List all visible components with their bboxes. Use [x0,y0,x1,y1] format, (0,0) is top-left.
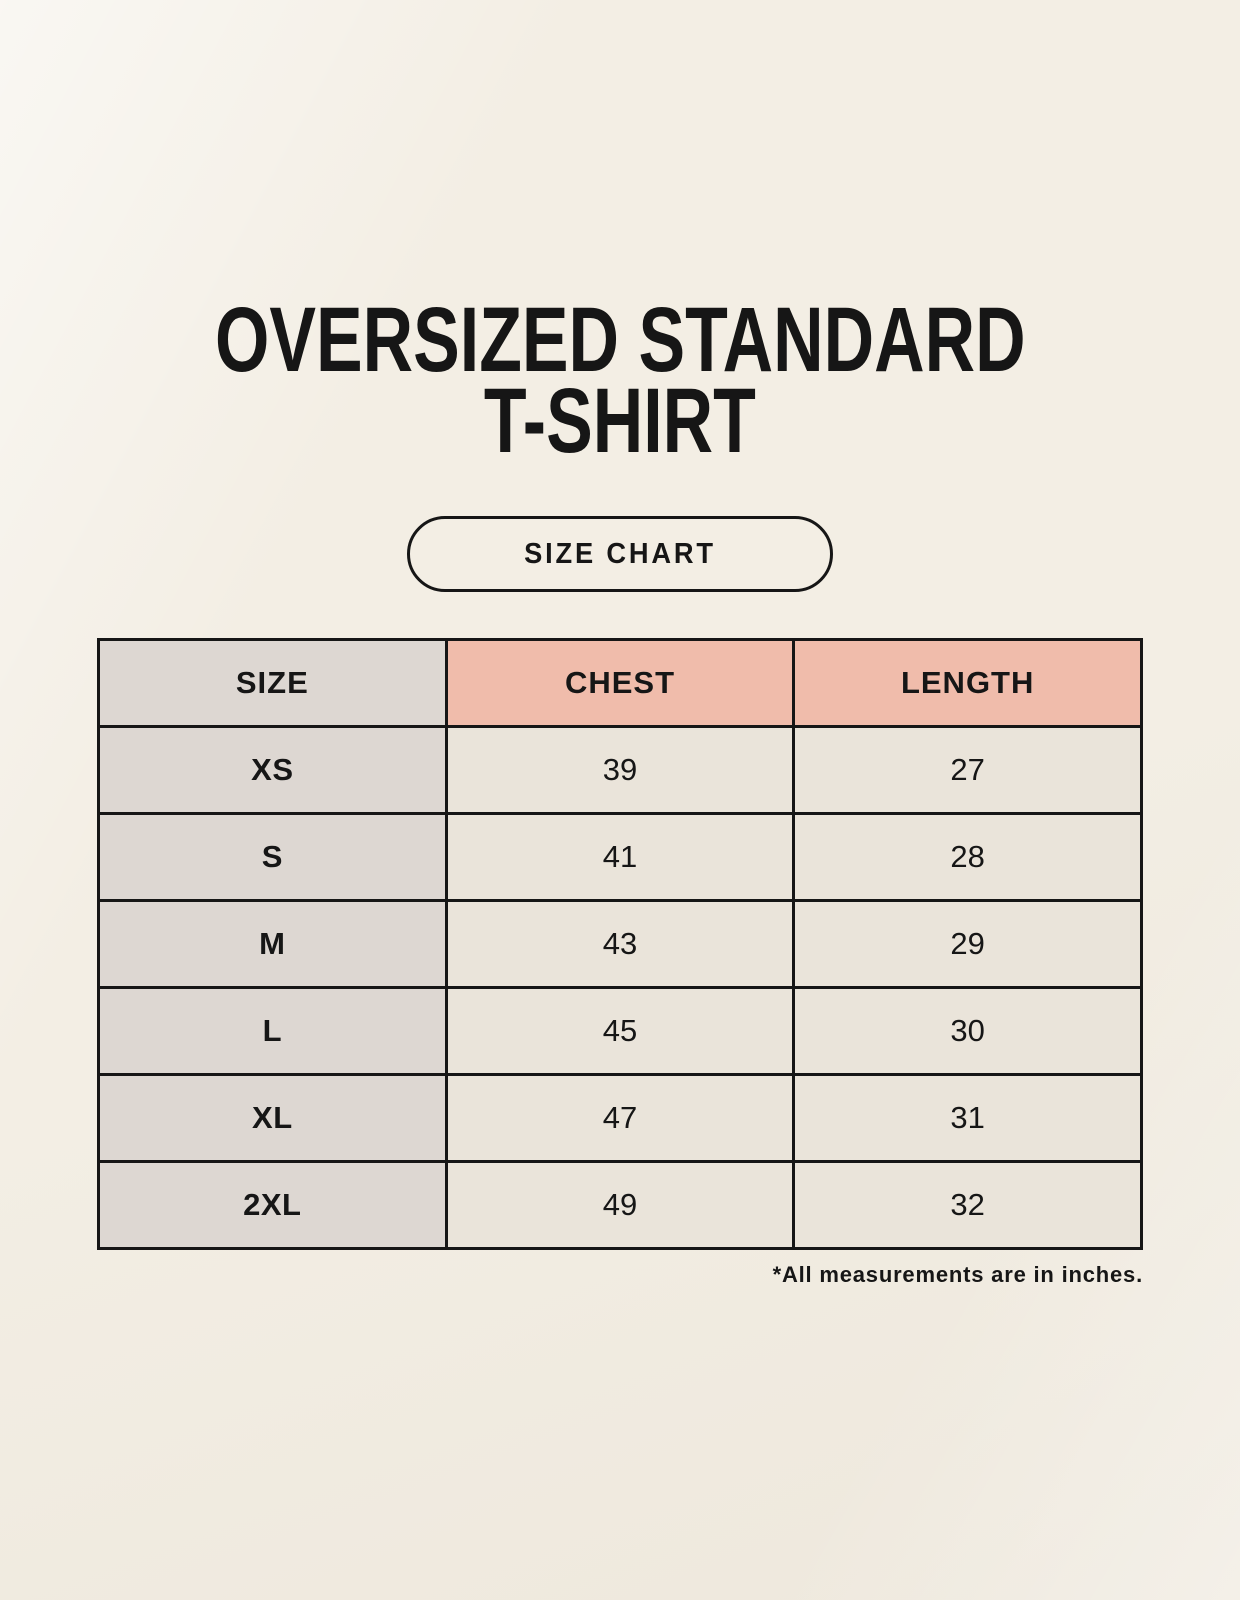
size-cell: 2XL [99,1162,447,1249]
table-header-row [99,640,1142,727]
product-title [87,289,1154,472]
length-cell: 29 [794,901,1142,988]
table-row-xs [99,727,1142,814]
product-title-line2-text: T-SHIRT [484,370,756,472]
size-cell: S [99,814,447,901]
table-row-2xl [99,1162,1142,1249]
size-cell: XL [99,1075,447,1162]
size-cell: M [99,901,447,988]
size-chart-table [97,638,1143,1250]
product-title-line2 [87,370,1154,472]
table-row-m [99,901,1142,988]
table-row-l [99,988,1142,1075]
header-size: SIZE [99,640,447,727]
length-cell: 30 [794,988,1142,1075]
product-title-line1-text: OVERSIZED STANDARD [214,289,1026,391]
header-chest: CHEST [446,640,794,727]
length-cell: 32 [794,1162,1142,1249]
size-cell: L [99,988,447,1075]
length-cell: 28 [794,814,1142,901]
chest-cell: 47 [446,1075,794,1162]
size-chart-badge-label: SIZE CHART [524,537,716,570]
length-cell: 27 [794,727,1142,814]
length-cell: 31 [794,1075,1142,1162]
chest-cell: 49 [446,1162,794,1249]
size-chart-badge[interactable] [407,516,833,592]
size-cell: XS [99,727,447,814]
table-row-s [99,814,1142,901]
measurements-footnote: *All measurements are in inches. [772,1262,1143,1287]
chest-cell: 43 [446,901,794,988]
chest-cell: 45 [446,988,794,1075]
chest-cell: 39 [446,727,794,814]
header-length: LENGTH [794,640,1142,727]
chest-cell: 41 [446,814,794,901]
table-row-xl [99,1075,1142,1162]
